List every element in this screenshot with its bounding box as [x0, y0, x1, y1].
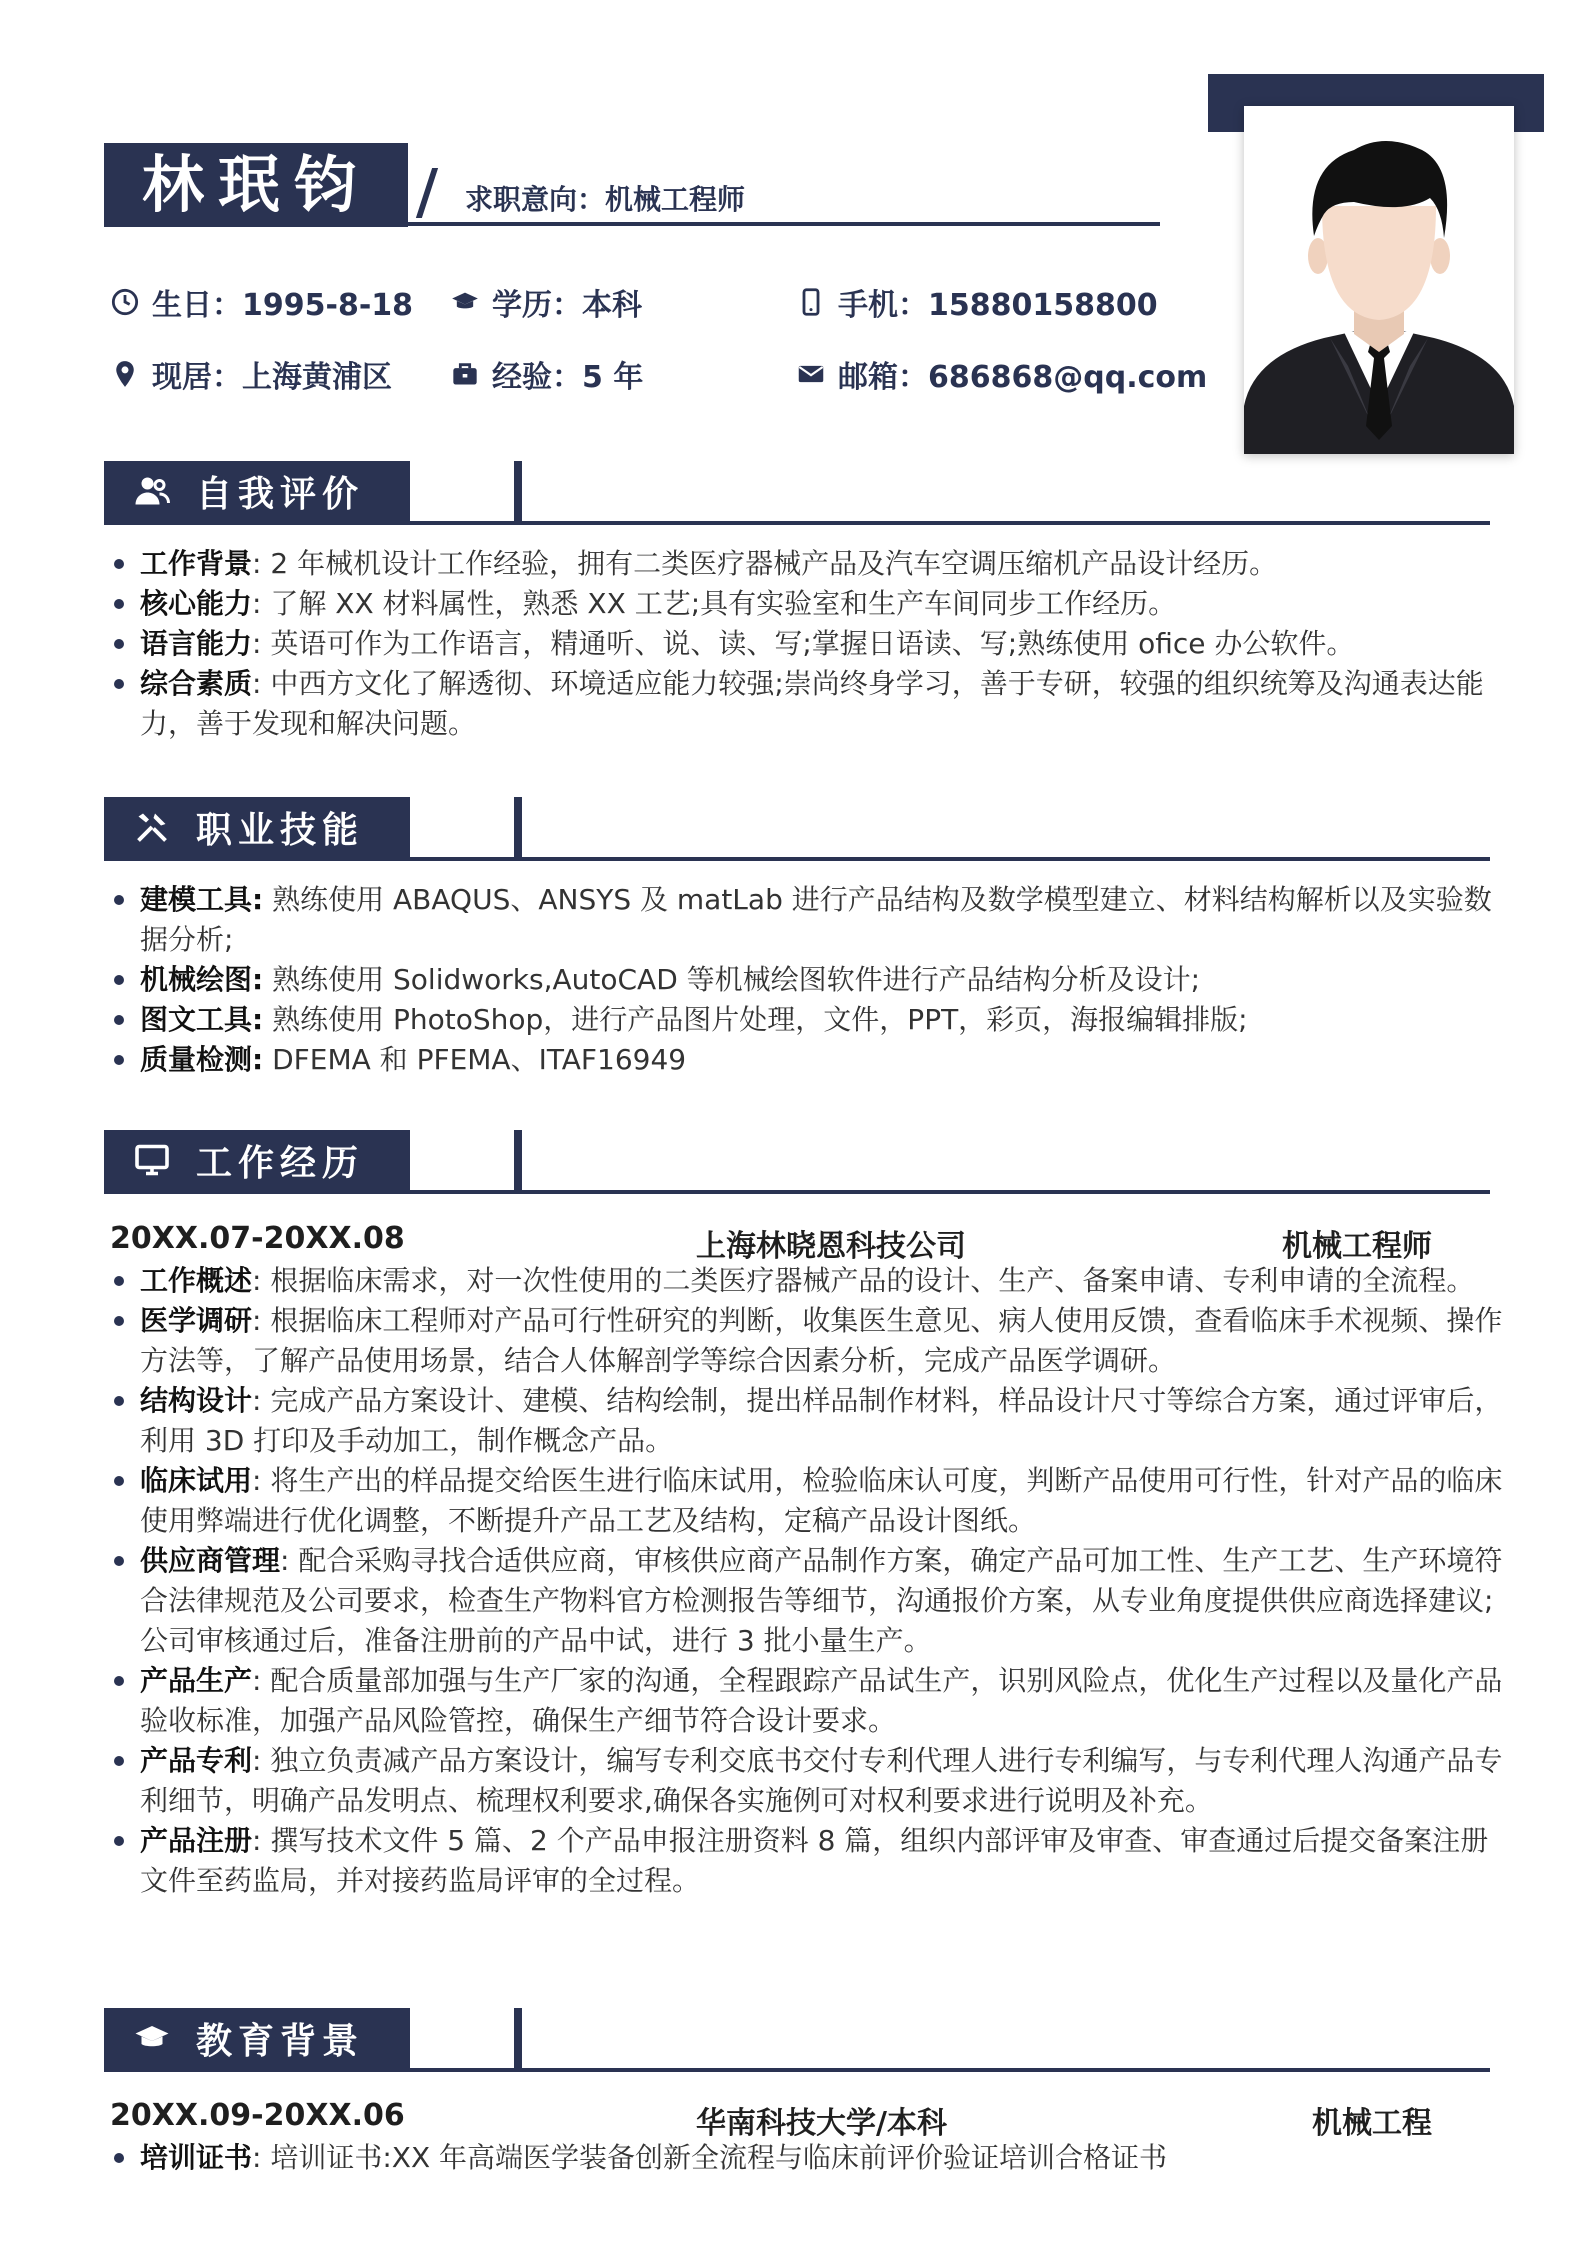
item-text: 熟练使用 PhotoShop，进行产品图片处理，文件，PPT，彩页，海报编辑排版;: [272, 1003, 1248, 1036]
graduation-cap-icon: [450, 287, 480, 317]
skills-list: [104, 880, 1504, 1080]
section-divider: [104, 521, 1490, 525]
item-label: 产品注册: [140, 1824, 253, 1857]
residence-text: 现居：上海黄浦区: [152, 360, 392, 395]
item-label: 临床试用: [140, 1464, 253, 1497]
item-separator: :: [252, 667, 271, 700]
graduation-cap-icon: [132, 2018, 172, 2058]
item-separator: :: [280, 1544, 299, 1577]
location-pin-icon: [110, 359, 140, 389]
section-header-education: [104, 2008, 1490, 2086]
monitor-icon: [132, 1140, 172, 1180]
work-period: 20XX.07-20XX.08: [110, 1221, 405, 1256]
list-item: [104, 1541, 1504, 1661]
self-eval-list: [104, 544, 1504, 744]
slash-divider: [416, 168, 438, 218]
item-label: 图文工具:: [140, 1003, 264, 1036]
info-education: [450, 280, 642, 324]
section-title-box: [104, 461, 410, 521]
envelope-icon: [796, 359, 826, 389]
item-separator: :: [252, 547, 271, 580]
item-label: 质量检测:: [140, 1043, 264, 1076]
list-item: [104, 624, 1504, 664]
item-label: 建模工具:: [140, 883, 264, 916]
item-separator: :: [252, 1384, 271, 1417]
header-divider: [104, 222, 1160, 226]
item-label: 核心能力: [140, 587, 253, 620]
item-separator: :: [252, 587, 271, 620]
item-separator: [263, 1003, 272, 1036]
section-title-box: [104, 797, 410, 857]
list-item: [104, 1000, 1504, 1040]
item-text: 配合质量部加强与生产厂家的沟通，全程跟踪产品试生产，识别风险点，优化生产过程以及量化产品验收标准，加强产品风险管控，确保生产细节符合设计要求。: [140, 1664, 1503, 1737]
education-period: 20XX.09-20XX.06: [110, 2098, 405, 2133]
list-item: [104, 1040, 1504, 1080]
section-accent-bar: [514, 461, 522, 521]
work-role: 机械工程师: [1282, 1229, 1432, 1264]
item-separator: [263, 883, 272, 916]
item-separator: :: [252, 1664, 271, 1697]
list-item: [104, 960, 1504, 1000]
list-item: [104, 1821, 1504, 1901]
item-label: 产品专利: [140, 1744, 253, 1777]
item-label: 结构设计: [140, 1384, 253, 1417]
info-email: [796, 352, 1207, 396]
item-text: 根据临床工程师对产品可行性研究的判断，收集医生意见、病人使用反馈，查看临床手术视频、操作方法等，了解产品使用场景，结合人体解剖学等综合因素分析，完成产品医学调研。: [140, 1304, 1503, 1377]
section-divider: [104, 2068, 1490, 2072]
info-residence: [110, 352, 392, 396]
item-label: 产品生产: [140, 1664, 253, 1697]
education-text: 学历：本科: [492, 288, 642, 323]
item-text: 完成产品方案设计、建模、结构绘制，提出样品制作材料，样品设计尺寸等综合方案，通过评审后，利用 3D 打印及手动加工，制作概念产品。: [140, 1384, 1503, 1457]
candidate-name: 林珉钧: [104, 143, 408, 227]
section-accent-bar: [514, 797, 522, 857]
education-list: [104, 2138, 1504, 2178]
item-text: 2 年械机设计工作经验，拥有二类医疗器械产品及汽车空调压缩机产品设计经历。: [270, 547, 1278, 580]
list-item: [104, 1301, 1504, 1381]
list-item: [104, 544, 1504, 584]
avatar-illustration: [1244, 106, 1514, 454]
section-divider: [104, 1190, 1490, 1194]
list-item: [104, 2138, 1504, 2178]
info-experience: [450, 352, 643, 396]
item-text: 根据临床需求，对一次性使用的二类医疗器械产品的设计、生产、备案申请、专利申请的全流程。: [270, 1264, 1475, 1297]
section-accent-bar: [514, 2008, 522, 2068]
list-item: [104, 1661, 1504, 1741]
item-text: DFEMA 和 PFEMA、ITAF16949: [272, 1043, 687, 1076]
education-major: 机械工程: [1312, 2106, 1432, 2141]
education-school: 华南科技大学/本科: [696, 2106, 947, 2141]
section-accent-bar: [514, 1130, 522, 1190]
mobile-phone-icon: [796, 287, 826, 317]
birthday-text: 生日：1995-8-18: [152, 288, 414, 323]
item-separator: [263, 1043, 272, 1076]
item-text: 培训证书:XX 年高端医学装备创新全流程与临床前评价验证培训合格证书: [270, 2141, 1168, 2174]
item-label: 综合素质: [140, 667, 253, 700]
item-separator: :: [252, 1744, 271, 1777]
item-label: 工作背景: [140, 547, 253, 580]
item-text: 撰写技术文件 5 篇、2 个产品申报注册资料 8 篇，组织内部评审及审查、审查通过后提交备案注册文件至药监局，并对接药监局评审的全过程。: [140, 1824, 1489, 1897]
item-text: 将生产出的样品提交给医生进行临床试用，检验临床认可度，判断产品使用可行性，针对产品的临床使用弊端进行优化调整，不断提升产品工艺及结构，定稿产品设计图纸。: [140, 1464, 1503, 1537]
item-text: 了解 XX 材料属性，熟悉 XX 工艺;具有实验室和生产车间同步工作经历。: [270, 587, 1177, 620]
section-title: 职业技能: [196, 809, 365, 851]
list-item: [104, 1381, 1504, 1461]
briefcase-icon: [450, 359, 480, 389]
section-title: 工作经历: [196, 1142, 365, 1184]
list-item: [104, 1741, 1504, 1821]
info-phone: [796, 280, 1158, 324]
phone-text: 手机：15880158800: [838, 288, 1158, 323]
item-text: 熟练使用 ABAQUS、ANSYS 及 matLab 进行产品结构及数学模型建立、材料结构解析以及实验数据分析;: [140, 883, 1492, 956]
experience-text: 经验：5 年: [492, 360, 644, 395]
section-divider: [104, 857, 1490, 861]
list-item: [104, 1261, 1504, 1301]
section-title-box: [104, 2008, 410, 2068]
item-label: 机械绘图:: [140, 963, 264, 996]
tools-icon: [132, 807, 172, 847]
item-text: 熟练使用 Solidworks,AutoCAD 等机械绘图软件进行产品结构分析及设计;: [272, 963, 1201, 996]
email-text: 邮箱：686868@qq.com: [838, 360, 1208, 395]
info-birthday: [110, 280, 413, 324]
item-separator: :: [252, 1264, 271, 1297]
item-separator: :: [252, 1824, 271, 1857]
work-duties-list: [104, 1261, 1504, 1901]
item-separator: :: [252, 1304, 271, 1337]
section-header-work: [104, 1130, 1490, 1208]
item-separator: [263, 963, 272, 996]
item-separator: :: [252, 1464, 271, 1497]
item-text: 配合采购寻找合适供应商，审核供应商产品制作方案，确定产品可加工性、生产工艺、生产环境符合法律规范及公司要求，检查生产物料官方检测报告等细节，沟通报价方案，从专业角度提供供应商选择建议;公司审核通过后，准备注册前的产品中试，进行 3 批小量生产。: [140, 1544, 1503, 1657]
section-title: 自我评价: [196, 473, 365, 515]
work-company: 上海林晓恩科技公司: [696, 1229, 966, 1264]
item-separator: :: [252, 627, 271, 660]
item-text: 独立负责减产品方案设计，编写专利交底书交付专利代理人进行专利编写，与专利代理人沟通产品专利细节，明确产品发明点、梳理权利要求,确保各实施例可对权利要求进行说明及补充。: [140, 1744, 1503, 1817]
item-label: 医学调研: [140, 1304, 253, 1337]
list-item: [104, 584, 1504, 624]
section-title: 教育背景: [196, 2020, 365, 2062]
list-item: [104, 1461, 1504, 1541]
users-icon: [132, 471, 172, 511]
item-label: 供应商管理: [140, 1544, 281, 1577]
list-item: [104, 664, 1504, 744]
item-label: 工作概述: [140, 1264, 253, 1297]
clock-icon: [110, 287, 140, 317]
section-title-box: [104, 1130, 410, 1190]
item-text: 英语可作为工作语言，精通听、说、读、写;掌握日语读、写;熟练使用 ofice 办公软件。: [270, 627, 1355, 660]
list-item: [104, 880, 1504, 960]
section-header-self-eval: [104, 461, 1490, 539]
item-label: 培训证书: [140, 2141, 253, 2174]
job-intent: 求职意向：机械工程师: [465, 183, 746, 216]
profile-photo: [1244, 106, 1514, 454]
section-header-skills: [104, 797, 1490, 875]
item-label: 语言能力: [140, 627, 253, 660]
item-text: 中西方文化了解透彻、环境适应能力较强;崇尚终身学习，善于专研，较强的组织统筹及沟通表达能力，善于发现和解决问题。: [140, 667, 1484, 740]
item-separator: :: [252, 2141, 271, 2174]
